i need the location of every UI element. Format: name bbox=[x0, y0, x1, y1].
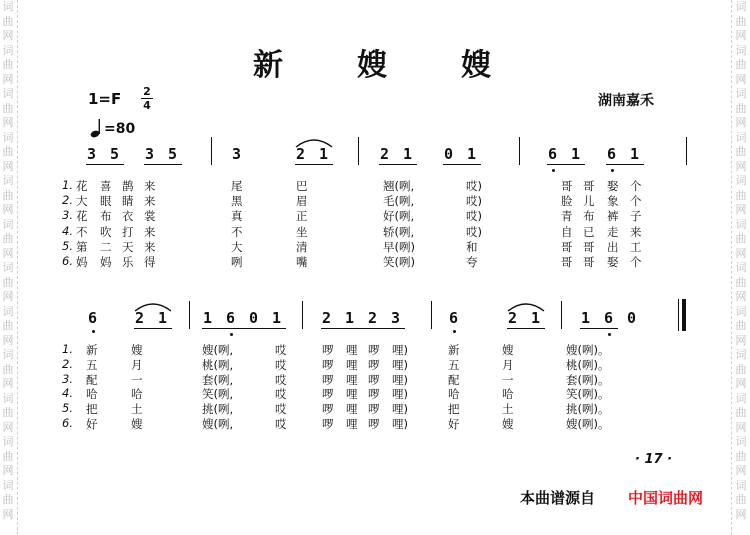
lyric-syllable: 好 bbox=[448, 417, 460, 431]
octave-dot bbox=[92, 330, 95, 333]
lyric-syllable: 哎 bbox=[275, 417, 287, 431]
verse-number: 4. bbox=[62, 386, 73, 401]
lyric-syllable: 青 bbox=[561, 209, 573, 224]
note: 1 bbox=[403, 145, 413, 163]
watermark-char: 网 bbox=[735, 507, 747, 521]
note: 0 bbox=[249, 309, 259, 327]
lyric-syllable: 来 bbox=[144, 179, 156, 193]
beam-line bbox=[86, 164, 124, 165]
lyric-syllable: 一 bbox=[502, 372, 514, 387]
watermark-char: 曲 bbox=[735, 406, 747, 419]
lyric-syllable: 哩 bbox=[346, 417, 358, 431]
lyric-syllable: 个 bbox=[630, 179, 642, 193]
lyric-syllable: 哎) bbox=[466, 209, 482, 224]
time-sig-bottom: 4 bbox=[143, 99, 151, 112]
note: 6 bbox=[226, 309, 236, 327]
lyric-syllable: 土 bbox=[131, 402, 143, 417]
watermark-char: 词 bbox=[2, 391, 14, 405]
watermark-char: 曲 bbox=[735, 14, 747, 28]
note: 1 bbox=[531, 309, 541, 327]
lyric-syllable: 黑 bbox=[231, 194, 243, 209]
lyric-syllable: 翘(咧, bbox=[383, 179, 415, 193]
lyric-syllable: 笑(咧) bbox=[383, 255, 415, 269]
final-bar-thin bbox=[678, 299, 679, 331]
watermark-char: 网 bbox=[2, 290, 14, 303]
watermark-char: 曲 bbox=[735, 232, 747, 245]
source-site-link[interactable]: 中国词曲网 bbox=[628, 489, 704, 507]
watermark-char: 曲 bbox=[2, 232, 14, 245]
lyric-syllable: 配 bbox=[448, 372, 460, 387]
bar-line bbox=[561, 301, 562, 329]
lyric-syllable: 真 bbox=[231, 209, 243, 224]
source-label: 本曲谱源自 bbox=[520, 489, 596, 507]
slur bbox=[294, 136, 334, 148]
lyric-syllable: 嫂(咧)。 bbox=[566, 417, 610, 431]
lyric-syllable: 不 bbox=[231, 224, 243, 239]
lyric-syllable: 巴 bbox=[296, 179, 308, 193]
lyric-syllable: 哩) bbox=[392, 387, 408, 402]
lyric-syllable: 哥 bbox=[583, 239, 595, 254]
region-label: 湖南嘉禾 bbox=[598, 93, 654, 109]
watermark-char: 曲 bbox=[735, 145, 747, 158]
watermark-char: 曲 bbox=[2, 14, 14, 28]
note: 0 bbox=[627, 309, 637, 327]
watermark-char: 网 bbox=[735, 464, 747, 477]
beam-line bbox=[547, 164, 585, 165]
watermark-char: 网 bbox=[735, 377, 747, 390]
lyric-syllable: 出 bbox=[607, 239, 619, 254]
lyric-syllable: 好 bbox=[86, 417, 98, 431]
note: 1 bbox=[630, 145, 640, 163]
key-signature: 1=F bbox=[88, 90, 122, 108]
watermark-char: 词 bbox=[735, 174, 747, 187]
watermark-char: 曲 bbox=[2, 362, 14, 376]
lyric-syllable: 哩 bbox=[346, 357, 358, 372]
lyric-syllable: 已 bbox=[583, 224, 595, 239]
watermark-char: 网 bbox=[2, 246, 14, 260]
watermark-char: 网 bbox=[2, 29, 14, 42]
note: 1 bbox=[467, 145, 477, 163]
watermark-char: 网 bbox=[2, 377, 14, 390]
note: 1 bbox=[571, 145, 581, 163]
watermark-char: 词 bbox=[2, 435, 14, 448]
lyric-syllable: 啰 bbox=[322, 387, 334, 402]
note: 1 bbox=[319, 145, 329, 163]
lyric-syllable: 眉 bbox=[296, 194, 308, 209]
lyric-syllable: 哎) bbox=[466, 179, 482, 193]
lyric-syllable: 喜 bbox=[100, 179, 112, 193]
watermark-char: 网 bbox=[735, 159, 747, 173]
lyric-syllable: 自 bbox=[561, 224, 573, 239]
lyric-syllable: 哎 bbox=[275, 357, 287, 372]
song-title bbox=[0, 40, 750, 84]
lyric-syllable: 哥 bbox=[583, 179, 595, 193]
lyric-syllable: 啰 bbox=[368, 343, 380, 357]
lyric-syllable: 挑(咧)。 bbox=[566, 402, 610, 417]
watermark-char: 网 bbox=[2, 159, 14, 173]
watermark-char: 曲 bbox=[2, 493, 14, 506]
quarter-note-icon bbox=[90, 118, 102, 142]
lyric-syllable: 桃(咧)。 bbox=[566, 357, 610, 372]
lyric-syllable: 花 bbox=[76, 209, 88, 224]
lyric-syllable: 早(咧) bbox=[383, 239, 415, 254]
lyric-syllable: 五 bbox=[86, 357, 98, 372]
watermark-char: 网 bbox=[2, 464, 14, 477]
lyric-syllable: 个 bbox=[630, 255, 642, 269]
lyric-syllable: 花 bbox=[76, 179, 88, 193]
note: 6 bbox=[604, 309, 614, 327]
verse-number: 6. bbox=[62, 254, 73, 268]
note: 2 bbox=[508, 309, 518, 327]
lyric-syllable: 嫂 bbox=[131, 417, 143, 431]
lyric-syllable: 裳 bbox=[144, 209, 156, 224]
note: 2 bbox=[296, 145, 306, 163]
watermark-char: 词 bbox=[735, 0, 747, 13]
note: 6 bbox=[449, 309, 459, 327]
lyric-syllable: 哈 bbox=[131, 387, 143, 402]
watermark-char: 词 bbox=[735, 261, 747, 274]
beam-line bbox=[580, 328, 618, 329]
verse-number: 2. bbox=[62, 193, 73, 208]
watermark-char: 网 bbox=[2, 116, 14, 129]
beam-line bbox=[202, 328, 286, 329]
lyric-syllable: 脸 bbox=[561, 194, 573, 209]
lyric-syllable: 啰 bbox=[322, 372, 334, 387]
lyric-syllable: 哎 bbox=[275, 343, 287, 357]
lyric-syllable: 得 bbox=[144, 255, 156, 269]
watermark-char: 词 bbox=[2, 43, 14, 57]
lyric-syllable: 鹊 bbox=[122, 179, 134, 193]
beam-line bbox=[134, 328, 172, 329]
lyric-syllable: 套(咧, bbox=[202, 372, 234, 387]
bar-line bbox=[211, 137, 212, 165]
note: 1 bbox=[203, 309, 213, 327]
watermark-char: 曲 bbox=[735, 58, 747, 71]
watermark-char: 词 bbox=[735, 348, 747, 361]
lyric-syllable: 吹 bbox=[100, 224, 112, 239]
verse-number: 5. bbox=[62, 238, 73, 253]
lyric-syllable: 挑(咧, bbox=[202, 402, 234, 417]
lyric-syllable: 哩) bbox=[392, 357, 408, 372]
watermark-char: 词 bbox=[735, 391, 747, 405]
watermark-char: 曲 bbox=[735, 493, 747, 506]
lyric-syllable: 笑(咧, bbox=[202, 387, 234, 402]
watermark-char: 网 bbox=[735, 246, 747, 260]
note: 6 bbox=[607, 145, 617, 163]
lyric-syllable: 嫂 bbox=[131, 343, 143, 357]
lyric-syllable: 咧 bbox=[231, 255, 243, 269]
note: 2 bbox=[322, 309, 332, 327]
lyric-syllable: 夸 bbox=[466, 255, 478, 269]
beam-line bbox=[379, 164, 417, 165]
watermark-char: 网 bbox=[735, 290, 747, 303]
note: 3 bbox=[391, 309, 401, 327]
note: 1 bbox=[158, 309, 168, 327]
note: 5 bbox=[168, 145, 178, 163]
watermark-char: 网 bbox=[2, 420, 14, 434]
note: 0 bbox=[444, 145, 454, 163]
lyric-syllable: 五 bbox=[448, 357, 460, 372]
lyric-syllable: 哩) bbox=[392, 402, 408, 417]
lyric-syllable: 哥 bbox=[561, 179, 573, 193]
bar-line bbox=[302, 301, 303, 329]
lyric-syllable: 嫂(咧, bbox=[202, 343, 234, 357]
watermark-char: 曲 bbox=[735, 319, 747, 332]
verse-number: 4. bbox=[62, 223, 73, 238]
octave-dot bbox=[230, 333, 233, 336]
watermark-char: 词 bbox=[2, 130, 14, 144]
lyric-syllable: 哩) bbox=[392, 417, 408, 431]
lyric-syllable: 娶 bbox=[607, 179, 619, 193]
watermark-char: 网 bbox=[735, 72, 747, 86]
lyric-syllable: 哎 bbox=[275, 387, 287, 402]
note: 1 bbox=[272, 309, 282, 327]
watermark-char: 曲 bbox=[735, 449, 747, 463]
lyric-syllable: 月 bbox=[131, 357, 143, 372]
lyric-syllable: 大 bbox=[76, 194, 88, 209]
lyric-syllable: 和 bbox=[466, 239, 478, 254]
lyric-syllable: 来 bbox=[630, 224, 642, 239]
lyric-syllable: 啰 bbox=[368, 372, 380, 387]
octave-dot bbox=[552, 169, 555, 172]
note: 1 bbox=[581, 309, 591, 327]
octave-dot bbox=[611, 169, 614, 172]
lyric-syllable: 桃(咧, bbox=[202, 357, 234, 372]
bar-line bbox=[189, 301, 190, 329]
lyric-syllable: 娶 bbox=[607, 255, 619, 269]
bar-line bbox=[686, 137, 687, 165]
lyric-syllable: 衣 bbox=[122, 209, 134, 224]
lyric-syllable: 尾 bbox=[231, 179, 243, 193]
lyric-syllable: 嫂(咧, bbox=[202, 417, 234, 431]
watermark-char: 网 bbox=[2, 507, 14, 521]
final-bar-thick bbox=[682, 299, 686, 331]
watermark-char: 词 bbox=[735, 435, 747, 448]
time-sig-top: 2 bbox=[143, 85, 151, 98]
lyric-syllable: 哎 bbox=[275, 372, 287, 387]
note: 1 bbox=[345, 309, 355, 327]
lyric-syllable: 啰 bbox=[368, 387, 380, 402]
verse-number: 2. bbox=[62, 356, 73, 371]
lyric-syllable: 好(咧, bbox=[383, 209, 415, 224]
verse-number: 3. bbox=[62, 371, 73, 386]
lyric-syllable: 啰 bbox=[322, 402, 334, 417]
watermark-char: 曲 bbox=[2, 145, 14, 158]
lyric-syllable: 啰 bbox=[368, 417, 380, 431]
beam-line bbox=[443, 164, 481, 165]
note: 2 bbox=[368, 309, 378, 327]
watermark-char: 词 bbox=[2, 348, 14, 361]
lyric-syllable: 嘴 bbox=[296, 255, 308, 269]
lyric-syllable: 哩 bbox=[346, 372, 358, 387]
note: 3 bbox=[87, 145, 97, 163]
watermark-char: 曲 bbox=[735, 188, 747, 202]
note: 5 bbox=[110, 145, 120, 163]
watermark-char: 词 bbox=[2, 87, 14, 100]
title-char: 新 bbox=[253, 48, 289, 83]
watermark-char: 词 bbox=[2, 304, 14, 318]
title-char: 嫂 bbox=[357, 48, 393, 83]
slur bbox=[133, 300, 173, 312]
watermark-char: 词 bbox=[735, 217, 747, 231]
watermark-char: 词 bbox=[735, 43, 747, 57]
slur bbox=[506, 300, 546, 312]
watermark-char: 曲 bbox=[2, 449, 14, 463]
lyric-syllable: 啰 bbox=[368, 357, 380, 372]
lyric-syllable: 天 bbox=[122, 239, 134, 254]
beam-line bbox=[144, 164, 182, 165]
lyric-syllable: 哈 bbox=[448, 387, 460, 402]
watermark-char: 曲 bbox=[2, 319, 14, 332]
lyric-syllable: 把 bbox=[448, 402, 460, 417]
lyric-syllable: 啰 bbox=[368, 402, 380, 417]
lyric-syllable: 哈 bbox=[502, 387, 514, 402]
watermark-char: 曲 bbox=[735, 101, 747, 115]
lyric-syllable: 清 bbox=[296, 239, 308, 254]
lyric-syllable: 工 bbox=[630, 239, 642, 254]
watermark-char: 曲 bbox=[735, 275, 747, 289]
lyric-syllable: 哎) bbox=[466, 194, 482, 209]
lyric-syllable: 布 bbox=[583, 209, 595, 224]
note: 2 bbox=[380, 145, 390, 163]
watermark-char: 曲 bbox=[735, 362, 747, 376]
lyric-syllable: 嫂 bbox=[502, 417, 514, 431]
lyric-syllable: 月 bbox=[502, 357, 514, 372]
lyric-syllable: 子 bbox=[630, 209, 642, 224]
note: 3 bbox=[232, 145, 242, 163]
note: 3 bbox=[145, 145, 155, 163]
watermark-char: 网 bbox=[735, 203, 747, 216]
octave-dot bbox=[453, 330, 456, 333]
lyric-syllable: 哎) bbox=[466, 224, 482, 239]
lyric-syllable: 哩) bbox=[392, 343, 408, 357]
bar-line bbox=[431, 301, 432, 329]
watermark-char: 曲 bbox=[2, 188, 14, 202]
lyric-syllable: 套(咧)。 bbox=[566, 372, 610, 387]
lyric-syllable: 妈 bbox=[100, 255, 112, 269]
watermark-char: 词 bbox=[735, 130, 747, 144]
watermark-char: 曲 bbox=[2, 406, 14, 419]
watermark-char: 词 bbox=[2, 174, 14, 187]
lyric-syllable: 布 bbox=[100, 209, 112, 224]
watermark-char: 网 bbox=[735, 29, 747, 42]
lyric-syllable: 笑(咧)。 bbox=[566, 387, 610, 402]
watermark-char: 词 bbox=[735, 87, 747, 100]
lyric-syllable: 配 bbox=[86, 372, 98, 387]
watermark-char: 词 bbox=[2, 0, 14, 13]
watermark-char: 网 bbox=[735, 116, 747, 129]
lyric-syllable: 二 bbox=[100, 239, 112, 254]
time-signature bbox=[141, 86, 153, 111]
beam-line bbox=[507, 328, 545, 329]
lyric-syllable: 把 bbox=[86, 402, 98, 417]
bar-line bbox=[358, 137, 359, 165]
lyric-syllable: 来 bbox=[144, 194, 156, 209]
lyric-syllable: 一 bbox=[131, 372, 143, 387]
page-number: · 17 · bbox=[635, 452, 673, 467]
lyric-syllable: 土 bbox=[502, 402, 514, 417]
verse-number: 1. bbox=[62, 178, 73, 192]
lyric-syllable: 走 bbox=[607, 224, 619, 239]
watermark-char: 词 bbox=[735, 478, 747, 492]
note: 6 bbox=[548, 145, 558, 163]
watermark-char: 网 bbox=[2, 333, 14, 347]
watermark-char: 网 bbox=[735, 333, 747, 347]
lyric-syllable: 睛 bbox=[122, 194, 134, 209]
watermark-char: 词 bbox=[735, 304, 747, 318]
lyric-syllable: 来 bbox=[144, 224, 156, 239]
lyric-syllable: 第 bbox=[76, 239, 88, 254]
lyric-syllable: 哥 bbox=[561, 255, 573, 269]
lyric-syllable: 哥 bbox=[583, 255, 595, 269]
lyric-syllable: 哩 bbox=[346, 387, 358, 402]
watermark-char: 曲 bbox=[2, 275, 14, 289]
lyric-syllable: 儿 bbox=[583, 194, 595, 209]
lyric-syllable: 新 bbox=[448, 343, 460, 357]
lyric-syllable: 大 bbox=[231, 239, 243, 254]
watermark-char: 网 bbox=[2, 203, 14, 216]
lyric-syllable: 哩 bbox=[346, 402, 358, 417]
lyric-syllable: 正 bbox=[296, 209, 308, 224]
lyric-syllable: 哩) bbox=[392, 372, 408, 387]
lyric-syllable: 个 bbox=[630, 194, 642, 209]
lyric-syllable: 哥 bbox=[561, 239, 573, 254]
lyric-syllable: 轿(咧, bbox=[383, 224, 415, 239]
tempo-value: =80 bbox=[104, 121, 136, 137]
lyric-syllable: 妈 bbox=[76, 255, 88, 269]
lyric-syllable: 哩 bbox=[346, 343, 358, 357]
note: 2 bbox=[135, 309, 145, 327]
bar-line bbox=[519, 137, 520, 165]
watermark-char: 网 bbox=[735, 420, 747, 434]
lyric-syllable: 来 bbox=[144, 239, 156, 254]
watermark-char: 词 bbox=[2, 478, 14, 492]
lyric-syllable: 象 bbox=[607, 194, 619, 209]
lyric-syllable: 哈 bbox=[86, 387, 98, 402]
lyric-syllable: 哎 bbox=[275, 402, 287, 417]
watermark-char: 词 bbox=[2, 217, 14, 231]
lyric-syllable: 裤 bbox=[607, 209, 619, 224]
lyric-syllable: 乐 bbox=[122, 255, 134, 269]
title-char: 嫂 bbox=[461, 48, 497, 83]
note: 6 bbox=[88, 309, 98, 327]
lyric-syllable: 啰 bbox=[322, 417, 334, 431]
octave-dot bbox=[608, 333, 611, 336]
verse-number: 1. bbox=[62, 342, 73, 356]
watermark-char: 曲 bbox=[2, 101, 14, 115]
beam-line bbox=[295, 164, 333, 165]
verse-number: 5. bbox=[62, 401, 73, 416]
lyric-syllable: 啰 bbox=[322, 357, 334, 372]
lyric-syllable: 眼 bbox=[100, 194, 112, 209]
lyric-syllable: 嫂 bbox=[502, 343, 514, 357]
watermark-char: 网 bbox=[2, 72, 14, 86]
watermark-char: 曲 bbox=[2, 58, 14, 71]
verse-number: 3. bbox=[62, 208, 73, 223]
lyric-syllable: 毛(咧, bbox=[383, 194, 415, 209]
lyric-syllable: 打 bbox=[122, 224, 134, 239]
beam-line bbox=[321, 328, 405, 329]
beam-line bbox=[606, 164, 644, 165]
lyric-syllable: 新 bbox=[86, 343, 98, 357]
lyric-syllable: 坐 bbox=[296, 224, 308, 239]
lyric-syllable: 啰 bbox=[322, 343, 334, 357]
verse-number: 6. bbox=[62, 416, 73, 430]
lyric-syllable: 不 bbox=[76, 224, 88, 239]
watermark-char: 词 bbox=[2, 261, 14, 274]
lyric-syllable: 嫂(咧)。 bbox=[566, 343, 610, 357]
